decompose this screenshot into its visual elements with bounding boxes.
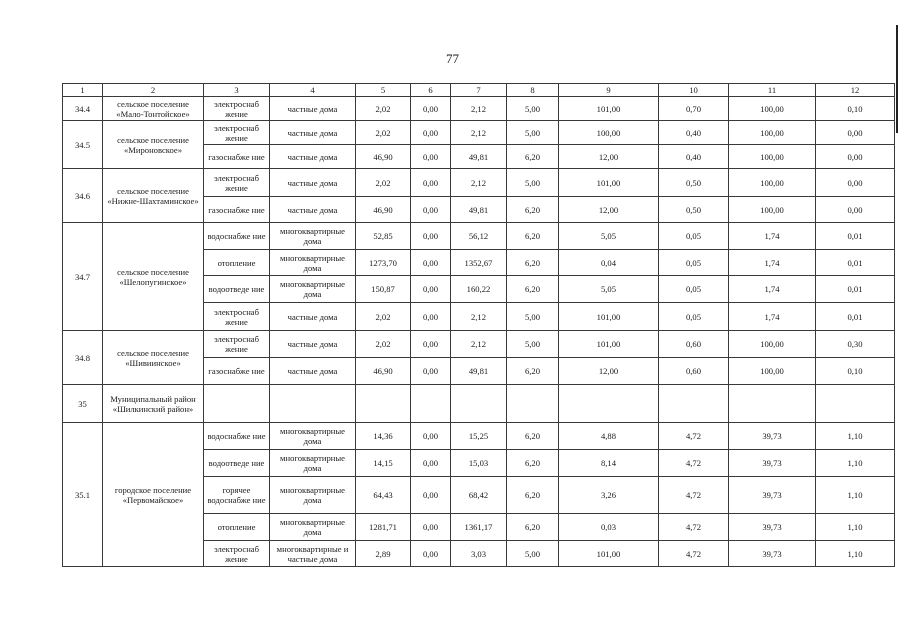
col-8-value: 6,20 [507,423,559,450]
service-type: электроснаб жение [204,121,270,145]
service-type: водоснабже ние [204,423,270,450]
col-6-value: 0,00 [411,276,451,303]
housing-type: частные дома [270,145,356,169]
col-8-value: 5,00 [507,303,559,331]
col-7-value: 49,81 [451,197,507,223]
table-header-row [63,84,895,97]
column-header: 11 [729,84,816,97]
col-7-value: 2,12 [451,169,507,197]
col-7-value: 2,12 [451,303,507,331]
row-number: 35.1 [63,423,103,567]
col-8-value: 6,20 [507,477,559,514]
col-11-value: 39,73 [729,450,816,477]
col-7-value: 68,42 [451,477,507,514]
col-10-value: 4,72 [659,450,729,477]
col-7-value: 49,81 [451,145,507,169]
housing-type: многоквартирные дома [270,250,356,276]
service-type: газоснабже ние [204,145,270,169]
col-7-value: 15,03 [451,450,507,477]
col-11-value: 1,74 [729,223,816,250]
col-10-value: 0,40 [659,121,729,145]
col-10-value: 0,50 [659,197,729,223]
column-header: 7 [451,84,507,97]
scan-edge-mark [896,25,898,133]
settlement-name: сельское поселение «Шивиинское» [103,331,204,385]
service-type: газоснабже ние [204,358,270,385]
col-10-value: 0,05 [659,303,729,331]
col-6-value: 0,00 [411,250,451,276]
col-10-value: 0,70 [659,97,729,121]
housing-type: многоквартирные дома [270,450,356,477]
table-row [63,97,895,121]
col-11-value: 100,00 [729,358,816,385]
table-row [63,223,895,250]
col-8-value: 6,20 [507,223,559,250]
col-11-value: 100,00 [729,145,816,169]
col-5-value: 1273,70 [356,250,411,276]
table-row [63,121,895,145]
row-number: 34.7 [63,223,103,331]
col-9-value: 101,00 [559,541,659,567]
col-5-value: 52,85 [356,223,411,250]
col-12-value: 1,10 [816,450,895,477]
col-5-value: 46,90 [356,197,411,223]
col-12-value: 1,10 [816,423,895,450]
col-10-value [659,385,729,423]
col-8-value [507,385,559,423]
housing-type: многоквартирные дома [270,223,356,250]
col-11-value: 1,74 [729,303,816,331]
housing-type: многоквартирные и частные дома [270,541,356,567]
housing-type: частные дома [270,303,356,331]
col-7-value: 2,12 [451,331,507,358]
col-8-value: 5,00 [507,331,559,358]
col-8-value: 6,20 [507,250,559,276]
col-7-value: 160,22 [451,276,507,303]
col-5-value [356,385,411,423]
housing-type: многоквартирные дома [270,276,356,303]
col-12-value: 0,10 [816,358,895,385]
col-7-value: 2,12 [451,121,507,145]
col-8-value: 6,20 [507,450,559,477]
col-5-value: 2,02 [356,169,411,197]
table-row [63,169,895,197]
service-type: отопление [204,250,270,276]
service-type: водоснабже ние [204,223,270,250]
col-8-value: 5,00 [507,97,559,121]
col-10-value: 0,40 [659,145,729,169]
col-10-value: 0,05 [659,250,729,276]
col-12-value: 0,01 [816,223,895,250]
page-number: 77 [446,51,459,66]
col-7-value: 56,12 [451,223,507,250]
row-number: 34.4 [63,97,103,121]
col-12-value: 0,01 [816,276,895,303]
service-type: водоотведе ние [204,276,270,303]
col-5-value: 64,43 [356,477,411,514]
col-10-value: 0,05 [659,276,729,303]
col-9-value: 5,05 [559,276,659,303]
service-type: электроснаб жение [204,169,270,197]
col-6-value: 0,00 [411,303,451,331]
col-9-value: 5,05 [559,223,659,250]
settlement-name: сельское поселение «Шелопугинское» [103,223,204,331]
col-8-value: 6,20 [507,145,559,169]
col-6-value [411,385,451,423]
col-9-value: 0,04 [559,250,659,276]
settlement-name: сельское поселение «Мироновское» [103,121,204,169]
col-6-value: 0,00 [411,121,451,145]
col-12-value: 0,00 [816,197,895,223]
col-11-value: 100,00 [729,331,816,358]
col-10-value: 0,60 [659,331,729,358]
col-10-value: 4,72 [659,423,729,450]
col-11-value: 39,73 [729,477,816,514]
housing-type: частные дома [270,97,356,121]
col-5-value: 14,36 [356,423,411,450]
tariff-table [62,83,895,567]
settlement-name: сельское поселение «Нижне-Шахтаминское» [103,169,204,223]
col-5-value: 46,90 [356,358,411,385]
col-9-value: 0,03 [559,514,659,541]
col-9-value: 101,00 [559,331,659,358]
col-11-value: 1,74 [729,250,816,276]
table-row [63,423,895,450]
col-8-value: 6,20 [507,514,559,541]
table-row [63,331,895,358]
col-12-value: 0,00 [816,145,895,169]
col-11-value: 100,00 [729,169,816,197]
housing-type: частные дома [270,358,356,385]
col-12-value [816,385,895,423]
col-11-value [729,385,816,423]
housing-type: многоквартирные дома [270,423,356,450]
service-type: газоснабже ние [204,197,270,223]
col-12-value: 0,00 [816,169,895,197]
col-11-value: 39,73 [729,514,816,541]
col-8-value: 5,00 [507,169,559,197]
col-9-value [559,385,659,423]
col-6-value: 0,00 [411,477,451,514]
col-12-value: 0,10 [816,97,895,121]
service-type [204,385,270,423]
col-6-value: 0,00 [411,223,451,250]
col-6-value: 0,00 [411,331,451,358]
col-12-value: 0,01 [816,303,895,331]
col-7-value: 49,81 [451,358,507,385]
col-5-value: 2,02 [356,97,411,121]
row-number: 34.8 [63,331,103,385]
col-10-value: 0,60 [659,358,729,385]
col-11-value: 39,73 [729,541,816,567]
col-12-value: 0,00 [816,121,895,145]
column-header: 8 [507,84,559,97]
col-5-value: 46,90 [356,145,411,169]
col-5-value: 2,02 [356,331,411,358]
col-10-value: 4,72 [659,477,729,514]
col-6-value: 0,00 [411,197,451,223]
col-5-value: 2,89 [356,541,411,567]
column-header: 2 [103,84,204,97]
col-7-value: 3,03 [451,541,507,567]
column-header: 10 [659,84,729,97]
col-9-value: 101,00 [559,169,659,197]
col-8-value: 6,20 [507,197,559,223]
col-5-value: 14,15 [356,450,411,477]
housing-type: многоквартирные дома [270,514,356,541]
col-7-value: 15,25 [451,423,507,450]
col-9-value: 12,00 [559,197,659,223]
col-9-value: 101,00 [559,303,659,331]
col-9-value: 101,00 [559,97,659,121]
col-6-value: 0,00 [411,169,451,197]
col-6-value: 0,00 [411,145,451,169]
col-10-value: 0,05 [659,223,729,250]
col-9-value: 100,00 [559,121,659,145]
col-12-value: 1,10 [816,541,895,567]
col-9-value: 4,88 [559,423,659,450]
column-header: 4 [270,84,356,97]
col-9-value: 12,00 [559,358,659,385]
col-12-value: 1,10 [816,477,895,514]
col-7-value: 1361,17 [451,514,507,541]
col-9-value: 12,00 [559,145,659,169]
row-number: 34.6 [63,169,103,223]
col-11-value: 1,74 [729,276,816,303]
col-10-value: 4,72 [659,514,729,541]
col-8-value: 6,20 [507,276,559,303]
row-number: 34.5 [63,121,103,169]
column-header: 9 [559,84,659,97]
col-11-value: 100,00 [729,97,816,121]
housing-type: многоквартирные дома [270,477,356,514]
col-7-value: 1352,67 [451,250,507,276]
service-type: электроснаб жение [204,97,270,121]
col-11-value: 39,73 [729,423,816,450]
col-6-value: 0,00 [411,423,451,450]
column-header: 3 [204,84,270,97]
col-6-value: 0,00 [411,358,451,385]
col-10-value: 4,72 [659,541,729,567]
col-11-value: 100,00 [729,121,816,145]
housing-type: частные дома [270,169,356,197]
col-7-value [451,385,507,423]
col-12-value: 0,01 [816,250,895,276]
service-type: электроснаб жение [204,331,270,358]
service-type: водоотведе ние [204,450,270,477]
col-10-value: 0,50 [659,169,729,197]
col-6-value: 0,00 [411,514,451,541]
col-9-value: 3,26 [559,477,659,514]
col-11-value: 100,00 [729,197,816,223]
col-6-value: 0,00 [411,541,451,567]
column-header: 5 [356,84,411,97]
column-header: 1 [63,84,103,97]
housing-type: частные дома [270,331,356,358]
service-type: горячее водоснабже ние [204,477,270,514]
col-5-value: 2,02 [356,121,411,145]
col-12-value: 0,30 [816,331,895,358]
service-type: отопление [204,514,270,541]
col-5-value: 1281,71 [356,514,411,541]
col-12-value: 1,10 [816,514,895,541]
table-row [63,385,895,423]
col-7-value: 2,12 [451,97,507,121]
col-8-value: 5,00 [507,121,559,145]
housing-type: частные дома [270,121,356,145]
housing-type: частные дома [270,197,356,223]
row-number: 35 [63,385,103,423]
col-6-value: 0,00 [411,450,451,477]
col-5-value: 2,02 [356,303,411,331]
housing-type [270,385,356,423]
col-8-value: 6,20 [507,358,559,385]
col-6-value: 0,00 [411,97,451,121]
column-header: 12 [816,84,895,97]
service-type: электроснаб жение [204,541,270,567]
settlement-name: городское поселение «Первомайское» [103,423,204,567]
settlement-name: Муниципальный район «Шилкинский район» [103,385,204,423]
col-8-value: 5,00 [507,541,559,567]
col-9-value: 8,14 [559,450,659,477]
settlement-name: сельское поселение «Мало-Тонтойское» [103,97,204,121]
column-header: 6 [411,84,451,97]
col-5-value: 150,87 [356,276,411,303]
service-type: электроснаб жение [204,303,270,331]
